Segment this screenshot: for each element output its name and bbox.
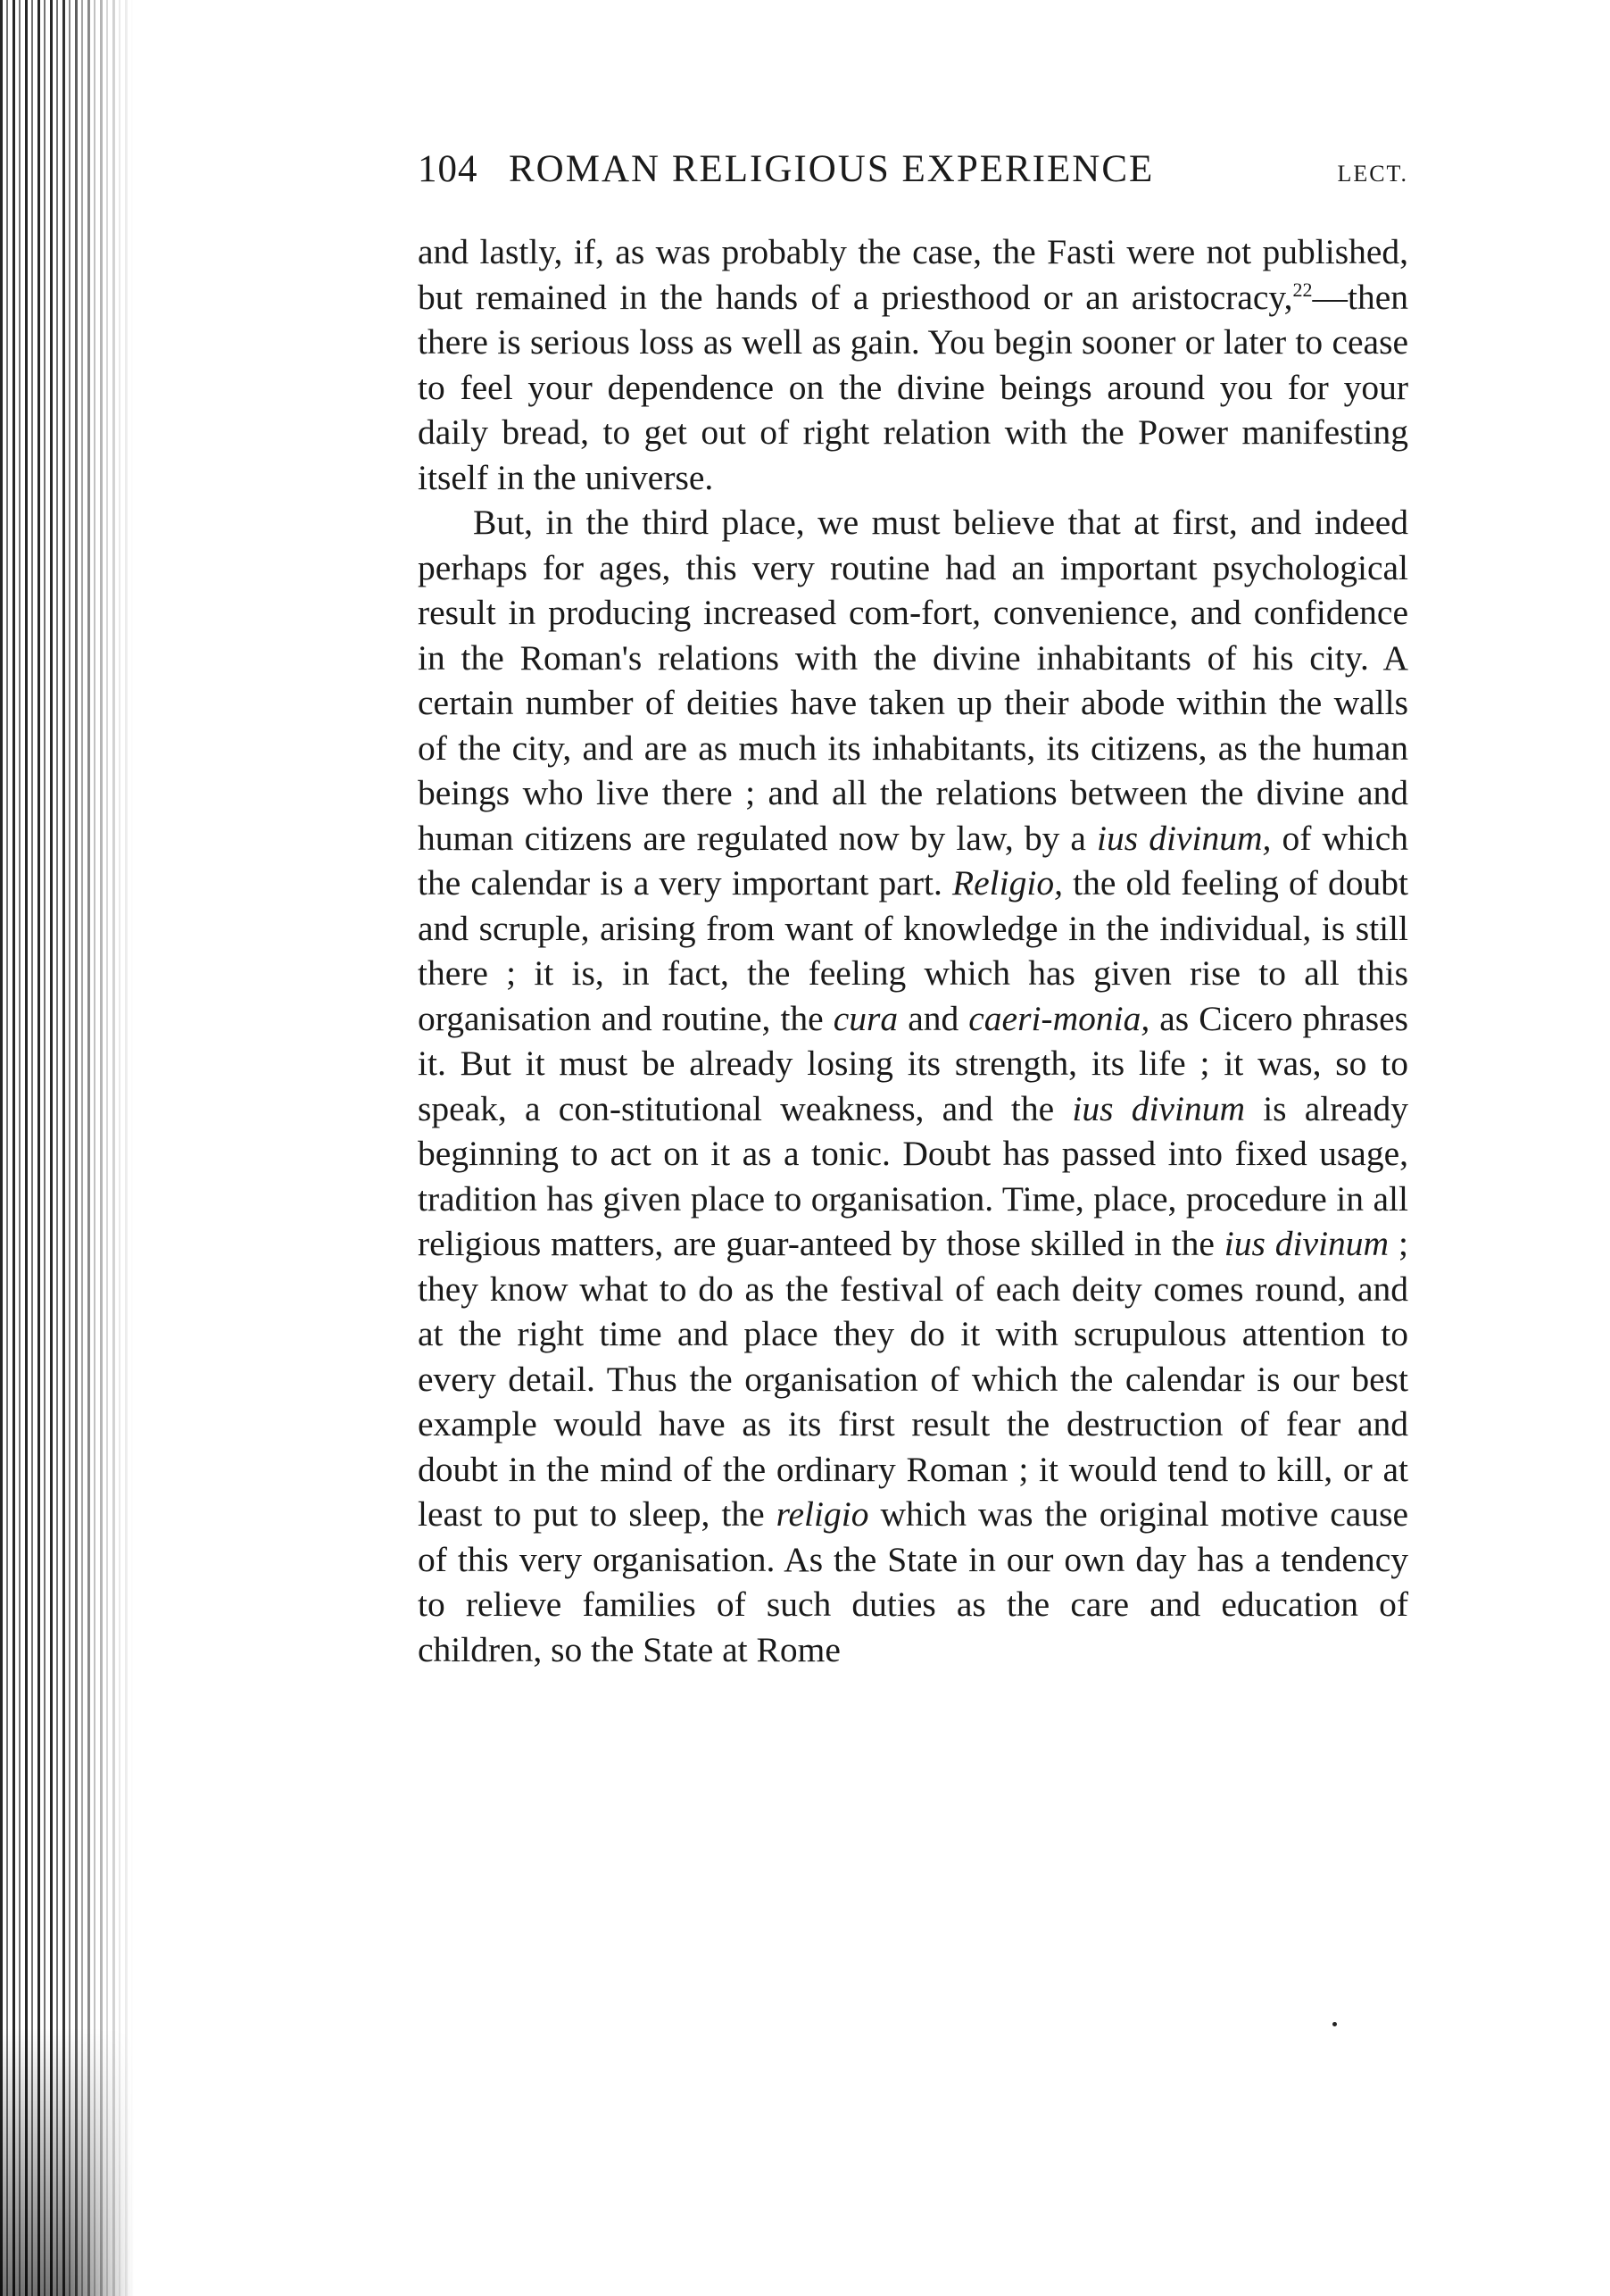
text-run: and lastly, if, as was probably the case, the Fasti were not published, but remained in the hands of a priesthood or an aristocracy, [418,232,1408,317]
text-run: the old feeling of doubt and scruple, arising from want of knowledge in the individual, is still there ; it is, in fact, the feeling which has given rise to all this organisation and routine, the [418,863,1408,1038]
running-lecture-label: LECT. [1337,161,1408,187]
text-run: is already beginning to act on it as a tonic. Doubt has passed into fixed usage, tradition has given place to organisation. Time, place, procedure in all religious matters, are guar-anteed by those skilled in the [418,1088,1408,1263]
binding-edge-shadow-bottom [0,2028,134,2296]
running-title: ROMAN RELIGIOUS EXPERIENCE [509,148,1155,190]
paper-speck [1332,2022,1337,2026]
binding-edge-shadow [0,0,134,2296]
italic-term: cura [833,998,899,1038]
text-run: ; they know what to do as the festival of each deity comes round, and at the right time and place they do it with scrupulous attention to every detail. Thus the organisation of which the calendar is our best example would have as its first result the destruction of fear and doubt in the mind of the ordinary Roman ; it would tend to kill, or at least to put to sleep, the [418,1224,1408,1534]
text-run: But, in the third place, we must believe that at first, and indeed perhaps for ages, this very routine had an important psychological result in producing increased com-fort, convenience, and confidence in the Roman's relations with the divine inhabitants of his city. A certain number of deities have taken up their abode within the walls of the city, and are as much its inhabitants, its citizens, as the human beings who live there ; and all the relations between the divine and human citizens are regulated now by law, by a [418,503,1408,858]
italic-term: caeri-monia, [968,998,1150,1038]
text-run: as Cicero phrases it. But it must be already losing its strength, its life ; it was, so to speak, a con-stitutional weakness, and the [418,998,1408,1128]
paragraph [418,229,1408,500]
text-run: and [898,998,969,1038]
italic-term: ius divinum [1224,1224,1390,1263]
body-text [418,229,1408,1672]
italic-term: Religio, [952,863,1063,903]
italic-term: religio [776,1494,869,1534]
text-run: —then there is serious loss as well as gain. You begin sooner or later to cease to feel your dependence on the divine beings around you for your daily bread, to get out of right relation with the Power manifesting itself in the universe. [418,277,1408,497]
running-head [418,147,1408,210]
text-run: of which the calendar is a very important part. [418,818,1408,903]
italic-term: ius divinum [1072,1088,1245,1128]
page-number: 104 [418,148,478,190]
text-run: which was the original motive cause of this very organisation. As the State in our own day has a tendency to relieve families of such duties as the care and education of children, so the State at Rome [418,1494,1408,1669]
paragraph [418,500,1408,1672]
footnote-reference: 22 [1292,278,1313,301]
book-page [418,147,1408,1672]
italic-term: ius divinum, [1097,818,1272,858]
